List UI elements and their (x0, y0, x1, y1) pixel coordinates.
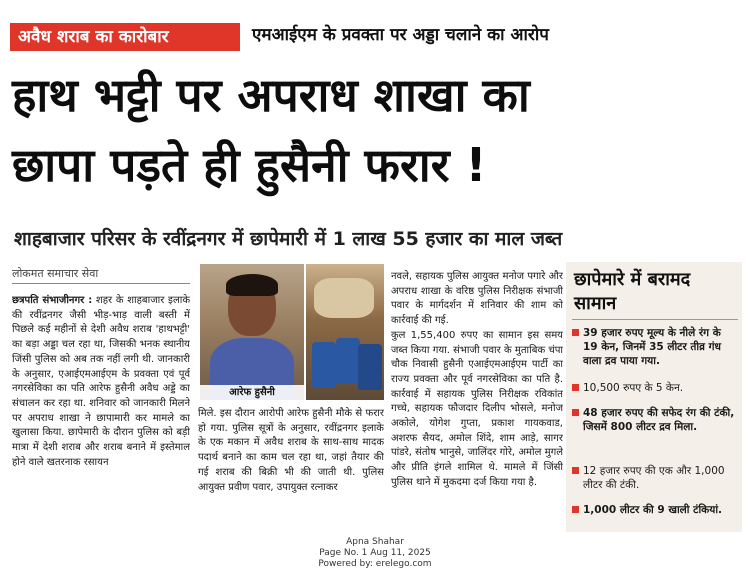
bullet-square-icon (572, 467, 579, 474)
deck-subheadline: शाहबाजार परिसर के रवींद्रनगर में छापेमारी में 1 लाख 55 हजार का माल जब्त (14, 228, 563, 250)
sack-shape (314, 278, 374, 318)
headline-line-1: हाथ भट्टी पर अपराध शाखा का (12, 68, 530, 122)
bullet-square-icon (572, 506, 579, 513)
article-column-2 (391, 270, 563, 538)
section-kicker: अवैध शराब का कारोबार (10, 23, 240, 51)
news-credit: लोकमत समाचार सेवा (12, 267, 99, 280)
seized-item: 48 हजार रुपए की सफेद रंग की टंकी, जिसमें 800 लीटर द्रव मिला. (572, 406, 738, 434)
bullet-square-icon (572, 329, 579, 336)
column-2-paragraph-2: कुल 1,55,400 रुपए का सामान इस समय जब्त किया गया. संभाजी पवार के मुताबिक चंपा चौक निवासी हुसैनी एआईएमआईएम पार्टी का राज्य प्रवक्ता और पूर्व नगरसेविका का पति है. कार्रवाई में सहायक पुलिस निरीक्षक रविकांत गच्चे, सहायक फौजदार दिलीप भोसले, मनोज अकोले, योगेश गुप्ता, प्रकाश गायकवाड, अशरफ सैयद, अमोल शिंदे, शाम आड़े, सागर पांडरे, संतोष भानुसे, जालिंदर गोरे, अमोल मुगले और प्रीति इंगले शामिल थे. मामले में जिंसी पुलिस थाने में मुकदमा दर्ज किया गया है. (391, 329, 563, 488)
article-column-1 (12, 294, 190, 526)
seized-item: 12 हजार रुपए की एक और 1,000 लीटर की टंकी. (572, 464, 738, 492)
credit-divider (12, 283, 190, 284)
blue-can-shape (358, 344, 382, 390)
seized-items-title: छापेमारे में बरामद सामान (574, 269, 691, 314)
kicker-subheading: एमआईएम के प्रवक्ता पर अड्डा चलाने का आरोप (252, 25, 549, 45)
photo-figure-hair (226, 274, 278, 296)
bullet-square-icon (572, 409, 579, 416)
photo-caption: आरेफ हुसैनी (200, 385, 304, 400)
footer-powered-by[interactable]: Powered by: erelego.com (318, 559, 432, 569)
page-footer (300, 537, 450, 570)
footer-publication: Apna Shahar (346, 537, 404, 547)
column-2-paragraph-1: नवले, सहायक पुलिस आयुक्त मनोज पगारे और अपराध शाखा के वरिष्ठ पुलिस निरीक्षक संभाजी पवार के मार्गदर्शन में शनिवार की शाम को कार्रवाई की गई. (391, 271, 563, 327)
seized-item: 10,500 रुपए के 5 केन. (572, 381, 738, 395)
seized-item: 1,000 लीटर की 9 खाली टंकियां. (572, 503, 738, 517)
column-1-text: शहर के शाहबाजार इलाके की रवींद्रनगर जैसी भीड़-भाड़ वाली बस्ती में पिछले कई महीनों से देशी अवैध शराब 'हाथभट्टी' का बड़ा अड्डा चल रहा था, जिसकी भनक स्थानीय जिंसी पुलिस को अब तक नहीं लगी थी. जानकारी के अनुसार, एआईएमआईएम के प्रवक्ता एवं पूर्व नगरसेविका का पति आरेफ हुसैनी अवैध अड्डे का संचालन कर रहा था. शनिवार को जानकारी मिलने पर अपराध शाखा ने छापामारी कर मामले का खुलासा किया. छापेमारी के दौरान पुलिस को बड़ी मात्रा में देशी शराब और शराब बनाने में इस्तेमाल होने वाले खतरनाक रसायन (12, 295, 190, 468)
blue-can-shape (312, 342, 336, 388)
dateline: छत्रपति संभाजीनगर : (12, 295, 93, 306)
footer-page-date: Page No. 1 Aug 11, 2025 (319, 548, 431, 558)
box-divider (572, 319, 738, 320)
headline-line-2: छापा पड़ते ही हुसैनी फरार ! (12, 138, 487, 192)
blue-can-shape (336, 338, 360, 384)
seized-item: 39 हजार रुपए मूल्य के नीले रंग के 19 केन, जिनमें 35 लीटर तीव्र गंध वाला द्रव पाया गया. (572, 326, 738, 368)
accused-photo (200, 264, 304, 400)
article-column-1b: मिले. इस दौरान आरोपी आरेफ हुसैनी मौके से फरार हो गया. पुलिस सूत्रों के अनुसार, रवींद्रनगर इलाके के एक मकान में अवैध शराब के साथ-साथ मादक पदार्थ बनाने का काम चल रहा था, जहां तैयार की गई शराब की बिक्री भी की जाती थी. पुलिस आयुक्त प्रवीण पवार, उपायुक्त रत्नाकर (198, 408, 384, 493)
seized-goods-photo (306, 264, 384, 400)
bullet-square-icon (572, 384, 579, 391)
